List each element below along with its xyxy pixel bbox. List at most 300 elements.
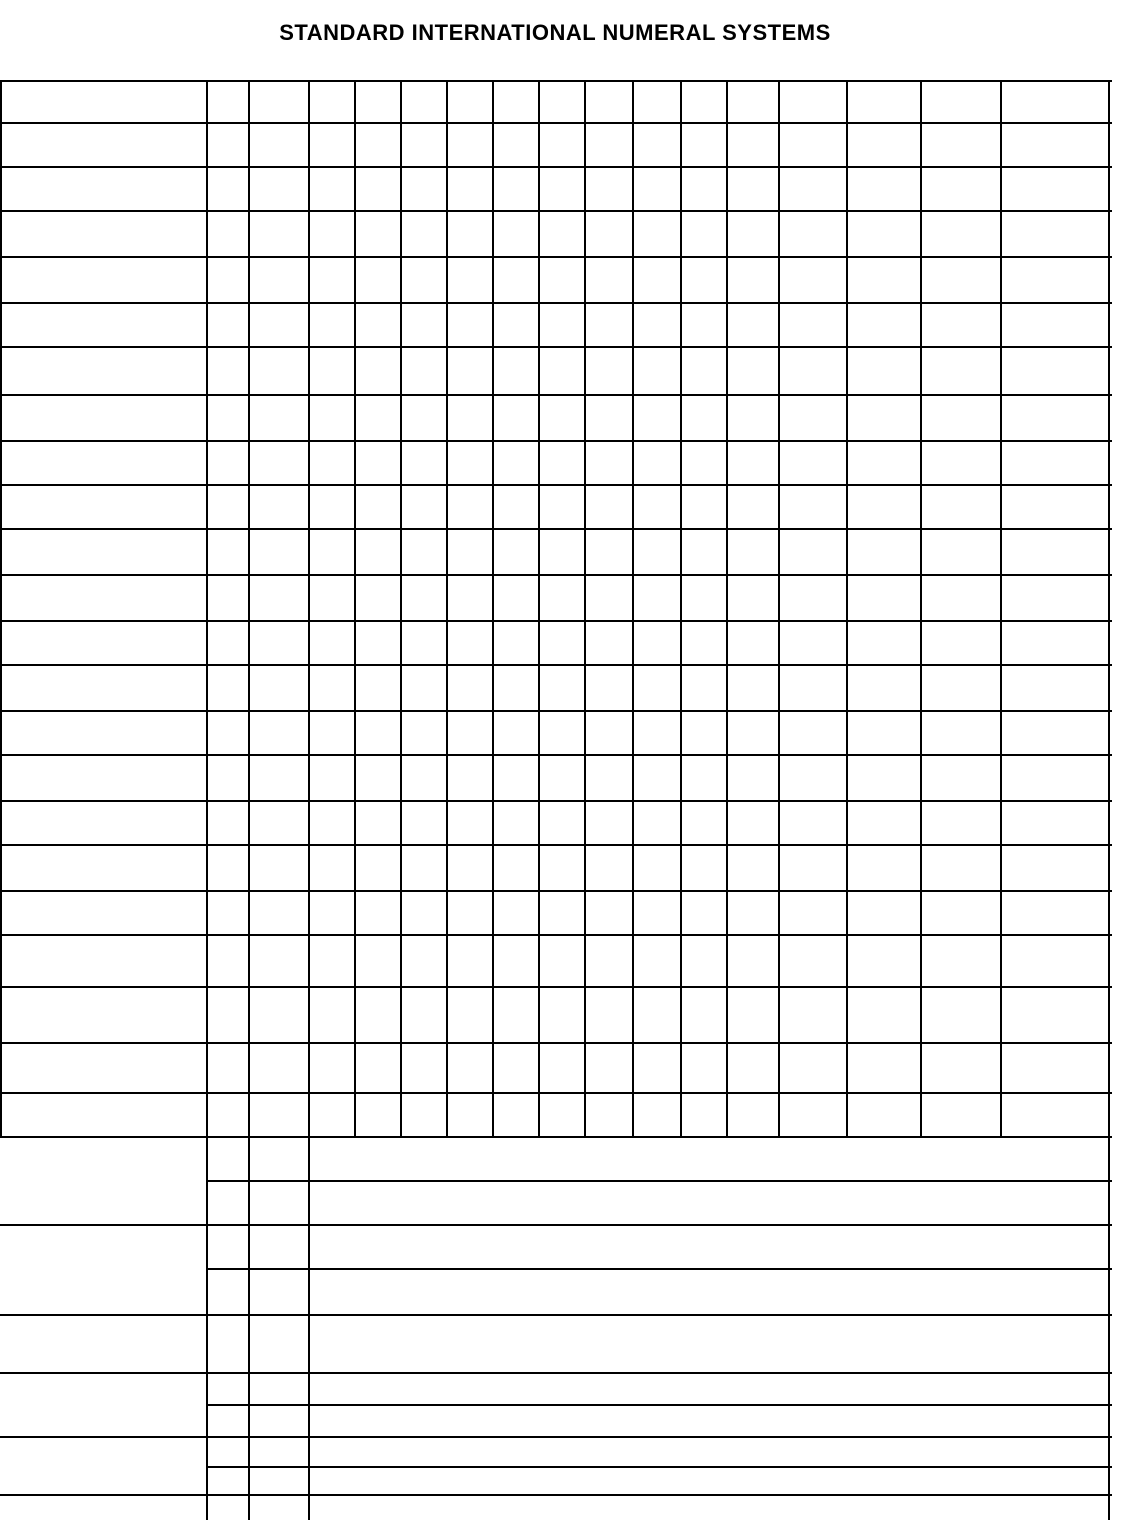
numeral-cell (634, 710, 682, 754)
numeral-cell (402, 302, 448, 346)
numeral-cell (402, 710, 448, 754)
numeral-cell (208, 210, 250, 256)
numeral-cell (922, 440, 1002, 484)
numeral-cell (586, 844, 634, 890)
numeral-cell (728, 346, 780, 394)
numeral-cell (586, 302, 634, 346)
numeral-cell (682, 800, 728, 844)
numeral-cell (448, 80, 494, 122)
numeral-cell (922, 844, 1002, 890)
numeral-cell (1002, 1224, 1110, 1268)
numeral-cell (1002, 440, 1110, 484)
numeral-cell (494, 574, 540, 620)
numeral-cell (616, 1404, 678, 1436)
numeral-cell (250, 574, 310, 620)
numeral-cell (494, 528, 540, 574)
numeral-cell (355, 620, 402, 664)
numeral-cell (540, 574, 586, 620)
numeral-cell (1002, 484, 1110, 528)
numeral-cell (448, 1042, 494, 1092)
numeral-cell (310, 440, 355, 484)
numeral-cell (1002, 664, 1110, 710)
numeral-cell (494, 440, 540, 484)
table-column-divider (206, 1136, 208, 1520)
numeral-cell (780, 1136, 848, 1180)
numeral-cell (858, 1180, 908, 1224)
numeral-cell (310, 302, 355, 346)
numeral-cell (310, 934, 355, 986)
numeral-cell (728, 484, 780, 528)
numeral-cell (355, 754, 402, 800)
numeral-cell (922, 754, 1002, 800)
numeral-cell (1002, 1436, 1110, 1466)
numeral-cell (862, 1404, 924, 1436)
numeral-cell (922, 302, 1002, 346)
numeral-cell (540, 934, 586, 986)
numeral-cell (355, 346, 402, 394)
numeral-cell (586, 122, 634, 166)
numeral-cell (682, 394, 728, 440)
numeral-cell (682, 1042, 728, 1092)
numeral-cell (402, 440, 448, 484)
numeral-cell (448, 1372, 494, 1404)
numeral-cell (780, 1372, 848, 1404)
numeral-cell (848, 710, 922, 754)
numeral-cell (402, 1372, 448, 1404)
numeral-cell (355, 528, 402, 574)
numeral-cell (922, 80, 1002, 122)
numeral-cell (1002, 844, 1110, 890)
numeral-cell (922, 1136, 1002, 1180)
numeral-cell (677, 1404, 739, 1436)
numeral-cell (208, 844, 250, 890)
numeral-cell (634, 1372, 682, 1404)
numeral-cell (780, 1224, 848, 1268)
numeral-cell (494, 302, 540, 346)
numeral-cell (448, 484, 494, 528)
numeral-cell (208, 890, 250, 934)
numeral-cell (634, 528, 682, 574)
numeral-cell (308, 1466, 375, 1494)
numeral-cell (494, 484, 540, 528)
numeral-cell (848, 166, 922, 210)
numeral-cell (922, 574, 1002, 620)
numeral-cell (879, 1268, 993, 1314)
numeral-cell (308, 1180, 358, 1224)
numeral-cell (448, 346, 494, 394)
numeral-cell (494, 210, 540, 256)
numeral-cell (250, 256, 310, 302)
numeral-cell (1002, 302, 1110, 346)
numeral-cell (848, 574, 922, 620)
numeral-cell (922, 528, 1002, 574)
numeral-cell (540, 484, 586, 528)
numeral-cell (728, 844, 780, 890)
numeral-cell (208, 256, 250, 302)
numeral-cell (494, 890, 540, 934)
numeral-cell (310, 1136, 355, 1180)
numeral-cell (808, 1180, 858, 1224)
numeral-cell (1002, 800, 1110, 844)
numeral-cell (540, 800, 586, 844)
numeral-cell (634, 890, 682, 934)
numeral-cell (448, 302, 494, 346)
numeral-cell (780, 986, 848, 1042)
numeral-cell (848, 1436, 922, 1466)
numeral-cell (402, 986, 448, 1042)
numeral-cell (634, 346, 682, 394)
numeral-cell (922, 890, 1002, 934)
numeral-cell (558, 1180, 608, 1224)
numeral-cell (540, 754, 586, 800)
numeral-cell (922, 256, 1002, 302)
numeral-cell (208, 620, 250, 664)
numeral-cell (308, 1268, 422, 1314)
numeral-cell (310, 484, 355, 528)
numeral-cell (402, 122, 448, 166)
numeral-cell (402, 844, 448, 890)
numeral-cell (310, 166, 355, 210)
numeral-cell (537, 1268, 651, 1314)
numeral-cell (634, 986, 682, 1042)
numeral-cell (780, 890, 848, 934)
numeral-cell (780, 800, 848, 844)
numeral-cell (586, 1436, 634, 1466)
numeral-cell (448, 166, 494, 210)
numeral-cell (494, 1436, 540, 1466)
numeral-cell (310, 1372, 355, 1404)
numeral-cell (250, 210, 310, 256)
numeral-cell (634, 256, 682, 302)
numeral-cell (922, 1042, 1002, 1092)
numeral-cell (1041, 1466, 1108, 1494)
numeral-cell (586, 166, 634, 210)
numeral-cell (775, 1466, 842, 1494)
numeral-cell (448, 574, 494, 620)
numeral-cell (494, 1136, 540, 1180)
numeral-cell (358, 1180, 408, 1224)
numeral-cell (1002, 80, 1110, 122)
numeral-cell (922, 210, 1002, 256)
numeral-cell (355, 1224, 402, 1268)
numeral-cell (586, 890, 634, 934)
numeral-cell (208, 302, 250, 346)
numeral-cell (682, 710, 728, 754)
numeral-cell (540, 890, 586, 934)
numeral-cell (780, 302, 848, 346)
numeral-cell (402, 1224, 448, 1268)
numeral-cell (402, 1436, 448, 1466)
numeral-cell (922, 800, 1002, 844)
numeral-cell (728, 256, 780, 302)
numeral-cell (908, 1180, 958, 1224)
table-column-divider (248, 1136, 250, 1520)
table-row-divider (0, 1092, 1112, 1094)
numeral-cell (310, 1042, 355, 1092)
table-row-divider (0, 1314, 1112, 1316)
numeral-cell (494, 166, 540, 210)
numeral-cell (355, 890, 402, 934)
numeral-cell (494, 1224, 540, 1268)
numeral-cell (922, 664, 1002, 710)
numeral-cell (494, 122, 540, 166)
numeral-cell (758, 1180, 808, 1224)
numeral-cell (540, 122, 586, 166)
numeral-cell (355, 934, 402, 986)
numeral-cell (448, 1136, 494, 1180)
numeral-cell (922, 122, 1002, 166)
numeral-cell (848, 302, 922, 346)
numeral-cell (780, 934, 848, 986)
numeral-cell (310, 346, 355, 394)
numeral-cell (848, 664, 922, 710)
numeral-cell (540, 664, 586, 710)
table-column-divider (0, 80, 2, 1136)
numeral-cell (250, 80, 310, 122)
numeral-cell (540, 346, 586, 394)
numeral-cell (908, 1466, 975, 1494)
numeral-cell (841, 1466, 908, 1494)
numeral-cell (739, 1404, 801, 1436)
numeral-cell (540, 302, 586, 346)
numeral-cell (922, 620, 1002, 664)
numeral-cell (848, 346, 922, 394)
numeral-cell (494, 394, 540, 440)
numeral-cell (208, 754, 250, 800)
numeral-cell (985, 1404, 1047, 1436)
numeral-cell (848, 394, 922, 440)
numeral-cell (494, 710, 540, 754)
numeral-cell (780, 210, 848, 256)
numeral-cell (780, 484, 848, 528)
numeral-cell (682, 166, 728, 210)
numeral-cell (586, 1136, 634, 1180)
numeral-cell (634, 210, 682, 256)
numeral-cell (494, 664, 540, 710)
numeral-cell (682, 256, 728, 302)
numeral-cell (508, 1180, 558, 1224)
numeral-cell (682, 440, 728, 484)
numeral-cell (1002, 620, 1110, 664)
numeral-cell (375, 1466, 442, 1494)
numeral-cell (728, 166, 780, 210)
numeral-cell (708, 1466, 775, 1494)
numeral-cell (780, 710, 848, 754)
numeral-cell (780, 664, 848, 710)
numeral-cell (448, 394, 494, 440)
numeral-cell (848, 986, 922, 1042)
numeral-cell (634, 122, 682, 166)
numeral-cell (780, 1042, 848, 1092)
numeral-cell (208, 484, 250, 528)
numeral-cell (634, 754, 682, 800)
numeral-cell (1002, 210, 1110, 256)
numeral-cell (848, 800, 922, 844)
numeral-cell (848, 1372, 922, 1404)
numeral-cell (310, 664, 355, 710)
numeral-cell (922, 394, 1002, 440)
numeral-cell (355, 210, 402, 256)
numeral-cell (308, 1404, 370, 1436)
numeral-cell (448, 528, 494, 574)
numeral-cell (708, 1180, 758, 1224)
numeral-cell (310, 844, 355, 890)
numeral-cell (355, 1042, 402, 1092)
numeral-cell (250, 800, 310, 844)
numeral-cell (1002, 710, 1110, 754)
numeral-cell (402, 256, 448, 302)
numeral-cell (780, 754, 848, 800)
numeral-cell (310, 574, 355, 620)
numeral-cell (922, 484, 1002, 528)
numeral-cell (402, 166, 448, 210)
numeral-cell (402, 1136, 448, 1180)
numeral-cell (1002, 122, 1110, 166)
numeral-cell (848, 754, 922, 800)
numeral-cell (408, 1180, 458, 1224)
numeral-cell (540, 166, 586, 210)
numeral-cell (848, 122, 922, 166)
numeral-cell (634, 394, 682, 440)
numeral-cell (540, 986, 586, 1042)
numeral-cell (208, 346, 250, 394)
numeral-cell (634, 800, 682, 844)
numeral-cell (682, 346, 728, 394)
numeral-cell (682, 484, 728, 528)
numeral-cell (402, 574, 448, 620)
numeral-cell (310, 394, 355, 440)
numeral-cell (208, 664, 250, 710)
numeral-cell (651, 1268, 765, 1314)
numeral-cell (586, 1042, 634, 1092)
numeral-cell (780, 620, 848, 664)
numeral-cell (493, 1404, 555, 1436)
numeral-cell (728, 620, 780, 664)
numeral-cell (310, 986, 355, 1042)
numeral-cell (682, 844, 728, 890)
numeral-cell (728, 1042, 780, 1092)
numeral-cell (448, 710, 494, 754)
numeral-cell (1002, 574, 1110, 620)
numeral-cell (540, 528, 586, 574)
numeral-cell (208, 710, 250, 754)
numeral-cell (800, 1404, 862, 1436)
numeral-cell (540, 1436, 586, 1466)
numeral-cell (310, 1436, 355, 1466)
numeral-cell (310, 620, 355, 664)
numeral-cell (402, 80, 448, 122)
numeral-cell (634, 166, 682, 210)
numeral-cell (448, 754, 494, 800)
numeral-cell (728, 528, 780, 574)
numeral-cell (728, 754, 780, 800)
numeral-cell (402, 754, 448, 800)
numeral-cell (728, 394, 780, 440)
numeral-cell (634, 1436, 682, 1466)
numeral-cell (586, 440, 634, 484)
numeral-cell (540, 1372, 586, 1404)
numeral-cell (402, 528, 448, 574)
numeral-cell (540, 1224, 586, 1268)
numeral-cell (682, 1436, 728, 1466)
numeral-cell (1002, 1136, 1110, 1180)
numeral-cell (355, 574, 402, 620)
numeral-cell (208, 528, 250, 574)
numeral-cell (634, 484, 682, 528)
numeral-cell (586, 934, 634, 986)
numeral-cell (848, 80, 922, 122)
numeral-cell (848, 890, 922, 934)
numeral-cell (586, 986, 634, 1042)
numeral-cell (848, 934, 922, 986)
numeral-cell (208, 574, 250, 620)
numeral-cell (1046, 1404, 1108, 1436)
numeral-cell (586, 484, 634, 528)
numeral-cell (448, 1436, 494, 1466)
numeral-cell (448, 844, 494, 890)
numeral-cell (728, 210, 780, 256)
numeral-cell (848, 1136, 922, 1180)
numeral-cell (208, 800, 250, 844)
numeral-cell (682, 1224, 728, 1268)
numeral-cell (1002, 754, 1110, 800)
numeral-cell (728, 710, 780, 754)
numeral-cell (780, 394, 848, 440)
numeral-cell (682, 302, 728, 346)
numeral-cell (402, 1042, 448, 1092)
numeral-cell (1002, 394, 1110, 440)
numeral-cell (250, 1042, 310, 1092)
numeral-cell (355, 166, 402, 210)
numeral-cell (402, 210, 448, 256)
numeral-cell (540, 256, 586, 302)
numeral-cell (765, 1268, 879, 1314)
numeral-cell (780, 844, 848, 890)
numeral-cell (310, 210, 355, 256)
numeral-cell (634, 664, 682, 710)
numeral-cell (634, 574, 682, 620)
numeral-cell (310, 1224, 355, 1268)
numeral-cell (310, 754, 355, 800)
numeral-cell (922, 1224, 1002, 1268)
numeral-cell (780, 574, 848, 620)
numeral-cell (540, 710, 586, 754)
numeral-cell (780, 346, 848, 394)
numeral-cell (1002, 346, 1110, 394)
numeral-cell (586, 1372, 634, 1404)
numeral-cell (250, 166, 310, 210)
numeral-cell (728, 574, 780, 620)
numeral-cell (250, 302, 310, 346)
numeral-cell (355, 484, 402, 528)
numeral-cell (923, 1404, 985, 1436)
numeral-cell (250, 664, 310, 710)
numeral-cell (1002, 1042, 1110, 1092)
numeral-cell (250, 484, 310, 528)
numeral-cell (355, 302, 402, 346)
numeral-cell (355, 440, 402, 484)
numeral-cell (310, 710, 355, 754)
numeral-cell (448, 210, 494, 256)
numeral-cell (402, 620, 448, 664)
numeral-cell (355, 800, 402, 844)
numeral-cell (448, 620, 494, 664)
numeral-cell (310, 890, 355, 934)
numeral-cell (540, 1136, 586, 1180)
numeral-cell (494, 256, 540, 302)
numeral-cell (250, 620, 310, 664)
numeral-cell (540, 844, 586, 890)
